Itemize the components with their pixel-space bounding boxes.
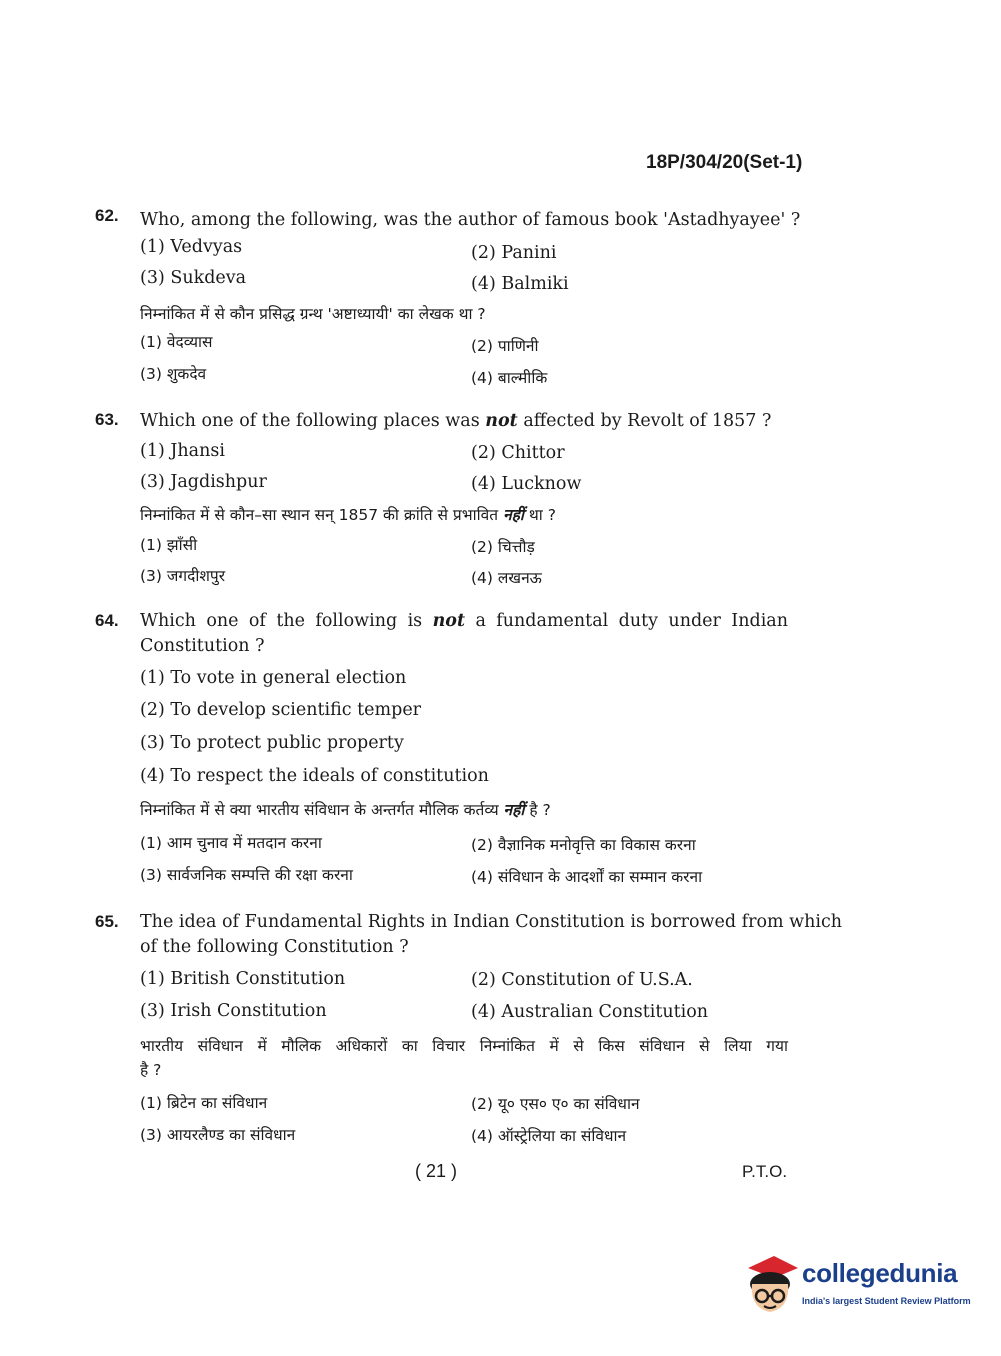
question-text-hi: भारतीय संविधान में मौलिक अधिकारों का विचार निम्नांकित में से किस संविधान से लिया गया <box>140 1037 788 1055</box>
option-hi: (4) ऑस्ट्रेलिया का संविधान <box>471 1127 627 1145</box>
option-en: (2) Constitution of U.S.A. <box>471 970 693 990</box>
option-en: (1) Vedvyas <box>140 237 243 257</box>
question-text-en-line2: Constitution ? <box>140 636 265 656</box>
mascot-icon <box>742 1254 800 1316</box>
option-en: (1) To vote in general election <box>140 668 407 688</box>
option-hi: (2) यू० एस० ए० का संविधान <box>471 1095 640 1113</box>
option-en: (2) Panini <box>471 243 557 263</box>
option-en: (2) Chittor <box>471 443 565 463</box>
option-hi: (2) चित्तौड़ <box>471 538 535 556</box>
question-text-en: Who, among the following, was the author of famous book 'Astadhyayee' ? <box>140 210 801 230</box>
question-text-hi-line2: है ? <box>140 1061 162 1079</box>
option-hi: (2) वैज्ञानिक मनोवृत्ति का विकास करना <box>471 836 696 854</box>
question-number: 62. <box>95 206 119 225</box>
question-text-hi: निम्नांकित में से कौन–सा स्थान सन् 1857 की क्रांति से प्रभावित नहीं था ? <box>140 506 556 524</box>
option-en: (4) Balmiki <box>471 274 569 294</box>
option-en: (2) To develop scientific temper <box>140 700 422 720</box>
option-hi: (3) आयरलैण्ड का संविधान <box>140 1126 296 1144</box>
option-hi: (2) पाणिनी <box>471 337 539 355</box>
question-text-hi: निम्नांकित में से कौन प्रसिद्ध ग्रन्थ 'अष्टाध्यायी' का लेखक था ? <box>140 305 486 323</box>
option-hi: (1) आम चुनाव में मतदान करना <box>140 834 322 852</box>
option-en: (1) Jhansi <box>140 441 225 461</box>
option-en: (4) Australian Constitution <box>471 1002 709 1022</box>
question-text-en: The idea of Fundamental Rights in Indian Constitution is borrowed from which <box>140 912 843 932</box>
brand-tagline: India's largest Student Review Platform <box>802 1296 971 1306</box>
option-hi: (3) शुकदेव <box>140 365 207 383</box>
question-text-hi: निम्नांकित में से क्या भारतीय संविधान के अन्तर्गत मौलिक कर्तव्य नहीं है ? <box>140 801 551 819</box>
option-en: (3) Jagdishpur <box>140 472 267 492</box>
option-hi: (1) वेदव्यास <box>140 333 213 351</box>
option-hi: (1) झाँसी <box>140 536 198 554</box>
option-en: (3) To protect public property <box>140 733 404 753</box>
option-en: (4) Lucknow <box>471 474 582 494</box>
option-en: (3) Sukdeva <box>140 268 247 288</box>
option-en: (3) Irish Constitution <box>140 1001 327 1021</box>
question-text-en-line2: of the following Constitution ? <box>140 937 409 957</box>
option-hi: (3) जगदीशपुर <box>140 567 226 585</box>
option-hi: (4) संविधान के आदर्शों का सम्मान करना <box>471 868 703 886</box>
question-number: 64. <box>95 611 119 630</box>
question-number: 63. <box>95 410 119 429</box>
paper-code: 18P/304/20(Set-1) <box>646 152 803 173</box>
option-hi: (4) बाल्मीकि <box>471 369 548 387</box>
option-hi: (3) सार्वजनिक सम्पत्ति की रक्षा करना <box>140 866 353 884</box>
question-text-en: Which one of the following is not a fundamental duty under Indian <box>140 611 788 631</box>
option-en: (4) To respect the ideals of constitution <box>140 766 489 786</box>
option-hi: (1) ब्रिटेन का संविधान <box>140 1094 268 1112</box>
question-number: 65. <box>95 912 119 931</box>
page-number: ( 21 ) <box>415 1161 458 1181</box>
collegedunia-logo <box>742 1252 971 1322</box>
pto-label: P.T.O. <box>742 1162 788 1181</box>
question-text-en: Which one of the following places was not affected by Revolt of 1857 ? <box>140 411 772 431</box>
option-hi: (4) लखनऊ <box>471 569 542 587</box>
brand-name: collegedunia <box>802 1258 958 1288</box>
option-en: (1) British Constitution <box>140 969 346 989</box>
